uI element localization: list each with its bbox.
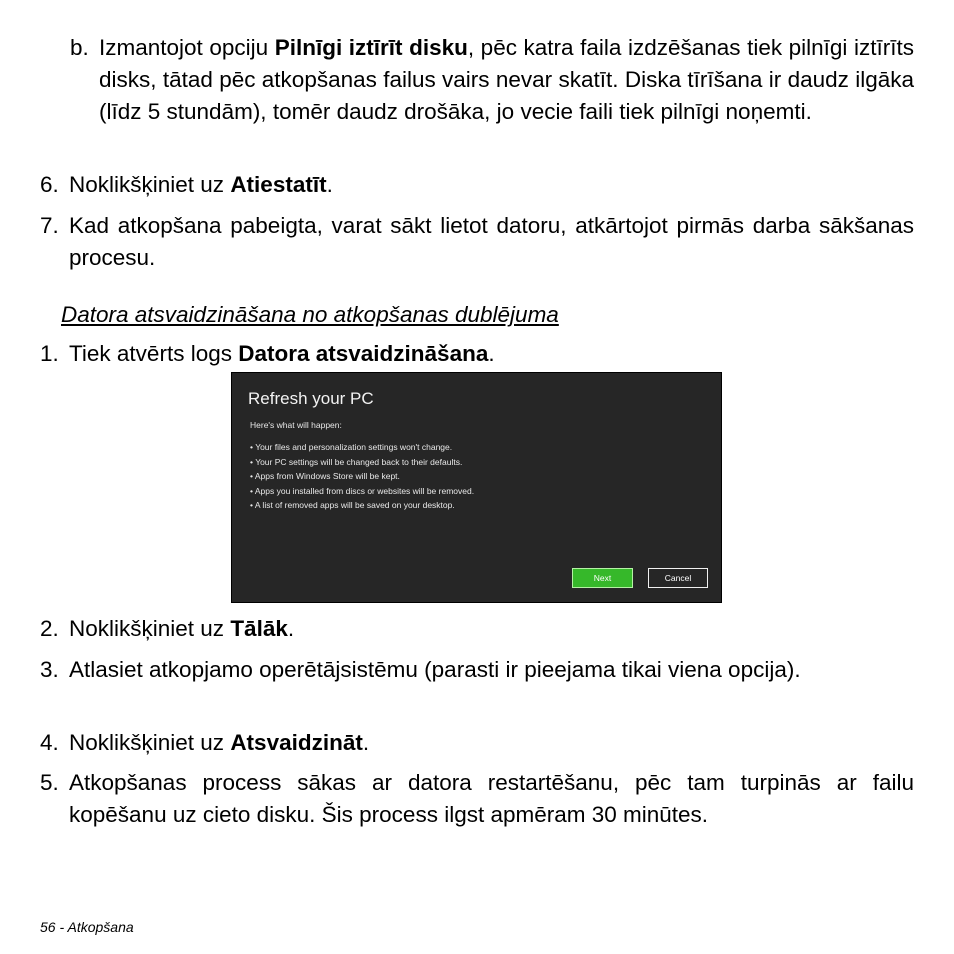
step-number: 5.: [40, 770, 59, 795]
step-number: 7.: [40, 213, 59, 238]
cancel-button[interactable]: Cancel: [648, 568, 708, 588]
step-3: [40, 654, 914, 686]
dialog-bullet: • Your files and personalization settings won't change.: [250, 440, 474, 455]
option-name: Pilnīgi iztīrīt disku: [274, 35, 468, 60]
step-number: b.: [70, 35, 89, 60]
step-number: 3.: [40, 657, 59, 682]
dialog-title: Refresh your PC: [248, 389, 374, 408]
step-number: 1.: [40, 341, 59, 366]
step-b: [70, 32, 914, 128]
step-text: Kad atkopšana pabeigta, varat sākt lietot datoru, atkārtojot pirmās darba sākšanas procesu.: [69, 213, 914, 270]
step-number: 4.: [40, 730, 59, 755]
step-text: Tiek atvērts logs Datora atsvaidzināšana.: [69, 341, 495, 366]
step-7: [40, 210, 914, 274]
button-name: Tālāk: [230, 616, 288, 641]
step-text: Noklikšķiniet uz Atsvaidzināt.: [69, 730, 370, 755]
next-button[interactable]: Next: [572, 568, 633, 588]
refresh-pc-screenshot: [231, 372, 722, 603]
step-text: Noklikšķiniet uz Tālāk.: [69, 616, 295, 641]
step-text: Noklikšķiniet uz Atiestatīt.: [69, 172, 333, 197]
step-2: [40, 613, 914, 645]
step-5: [40, 767, 914, 831]
page-footer: 56 - Atkopšana: [40, 919, 134, 935]
dialog-intro: Here's what will happen:: [250, 420, 342, 430]
section-heading: Datora atsvaidzināšana no atkopšanas dublējuma: [61, 302, 559, 327]
button-name: Atsvaidzināt: [230, 730, 363, 755]
step-4: [40, 727, 914, 759]
dialog-bullet: • Your PC settings will be changed back to their defaults.: [250, 455, 474, 470]
step-6: [40, 169, 914, 201]
dialog-bullet: • Apps you installed from discs or websites will be removed.: [250, 484, 474, 499]
step-text: Atlasiet atkopjamo operētājsistēmu (parasti ir pieejama tikai viena opcija).: [69, 657, 801, 682]
step-1: [40, 338, 914, 370]
dialog-bullet-list: [250, 440, 474, 513]
step-text: Izmantojot opciju Pilnīgi iztīrīt disku, pēc katra faila izdzēšanas tiek pilnīgi iztīrīts disks, tātad pēc atkopšanas failus vairs nevar skatīt. Diska tīrīšana ir daudz ilgāka (līdz 5 stundām), tomēr daudz drošāka, jo vecie faili tiek pilnīgi noņemti.: [99, 35, 914, 124]
window-name: Datora atsvaidzināšana: [238, 341, 489, 366]
button-name: Atiestatīt: [230, 172, 327, 197]
step-number: 6.: [40, 172, 59, 197]
dialog-bullet: • A list of removed apps will be saved on your desktop.: [250, 498, 474, 513]
step-text: Atkopšanas process sākas ar datora restartēšanu, pēc tam turpinās ar failu kopēšanu uz cieto disku. Šis process ilgst apmēram 30 minūtes.: [69, 770, 914, 827]
dialog-bullet: • Apps from Windows Store will be kept.: [250, 469, 474, 484]
step-number: 2.: [40, 616, 59, 641]
